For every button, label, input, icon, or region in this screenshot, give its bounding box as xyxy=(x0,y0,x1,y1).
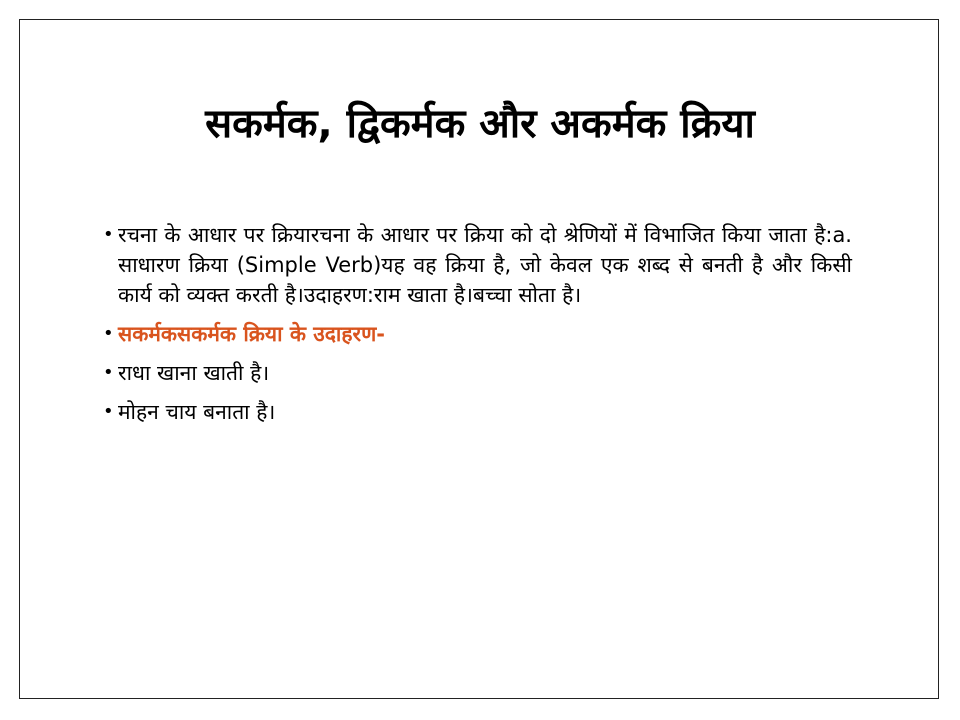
list-item xyxy=(102,319,852,349)
bullet-text-highlighted: सकर्मकसकर्मक क्रिया के उदाहरण- xyxy=(118,322,386,346)
bullet-text: मोहन चाय बनाता है। xyxy=(118,400,276,424)
bullet-list xyxy=(102,220,852,436)
bullet-icon: • xyxy=(103,362,114,383)
bullet-icon: • xyxy=(103,224,114,245)
list-item xyxy=(102,220,852,310)
bullet-text: रचना के आधार पर क्रियारचना के आधार पर क्रिया को दो श्रेणियों में विभाजित किया जाता है:a. साधारण क्रिया (Simple Verb)यह वह क्रिया है, जो केवल एक शब्द से बनती है और किसी कार्य को व्यक्त करती है।उदाहरण:राम खाता है।बच्चा सोता है। xyxy=(118,223,852,307)
list-item xyxy=(102,397,852,427)
bullet-icon: • xyxy=(103,323,114,344)
list-item xyxy=(102,358,852,388)
bullet-icon: • xyxy=(103,401,114,422)
slide-title: सकर्मक, द्विकर्मक और अकर्मक क्रिया xyxy=(205,101,755,147)
bullet-text: राधा खाना खाती है। xyxy=(118,361,270,385)
slide-frame xyxy=(19,19,939,699)
